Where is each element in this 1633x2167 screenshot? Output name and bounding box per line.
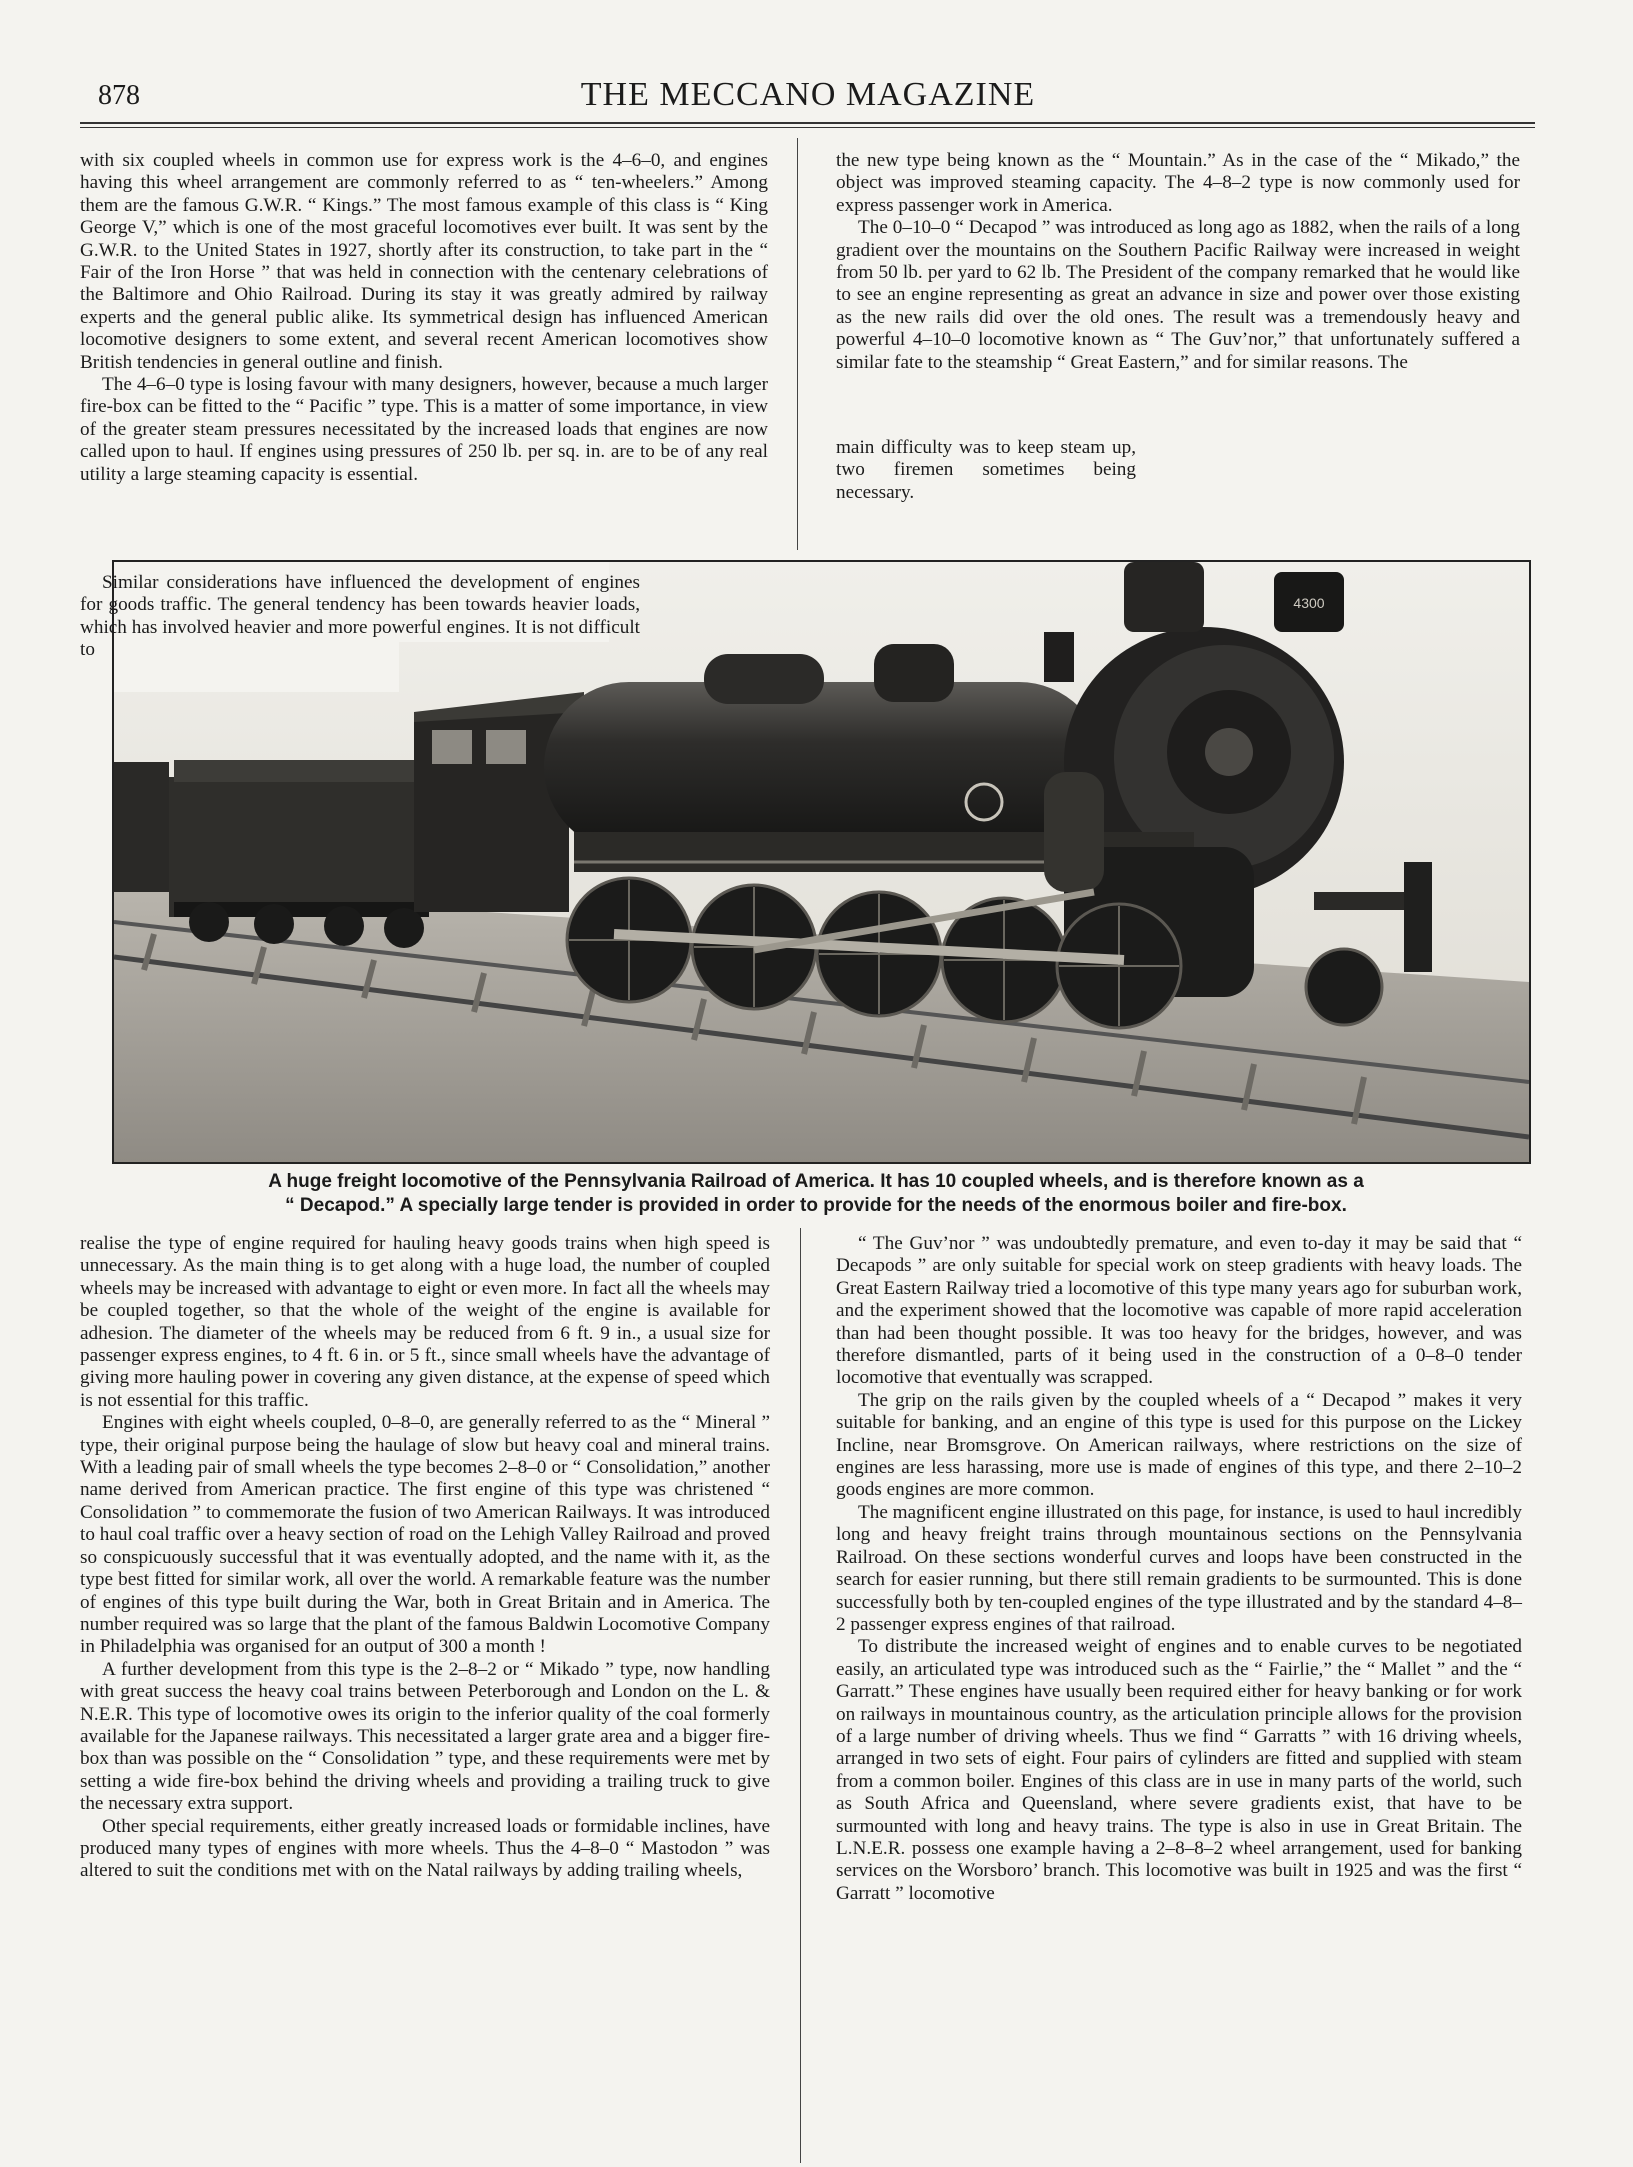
paragraph: The magnificent engine illustrated on this page, for instance, is used to haul incredibly long and heavy freight trains through mountainous sections on the Pennsylvania Railroad. On these sections wonderful curves and loops have been constructed in the search for easier running, but there still remain gradients to be surmounted. This is done successfully both by ten-coupled engines of the type illustrated and by the standard 4–8–2 passenger express engines of that railroad. <box>836 1501 1522 1635</box>
header-rule <box>80 122 1535 124</box>
header-rule-thin <box>80 127 1535 128</box>
article-column-top-right <box>836 150 1520 374</box>
paragraph: “ The Guv’nor ” was undoubtedly premature, and even to-day it may be said that “ Decapods ” are only suitable for special work on steep gradients with heavy loads. The Great Eastern Railway tried a locomotive of this type many years ago for suburban work, and the experiment showed that the locomotive was capable of more rapid acceleration than had been thought possible. It was too heavy for the bridges, however, and was therefore dismantled, parts of it being used in the construction of a 0–8–0 tender locomotive that eventually was scrapped. <box>836 1233 1522 1389</box>
photo-caption <box>100 1170 1532 1218</box>
paragraph: the new type being known as the “ Mountain.” As in the case of the “ Mikado,” the object was improved steaming capacity. The 4–8–2 type is now commonly used for express passenger work in America. <box>836 150 1520 216</box>
article-column-wrap-right <box>836 437 1136 504</box>
engine-number-plate: 4300 <box>1293 595 1325 611</box>
page-header <box>80 72 1536 122</box>
paragraph: realise the type of engine required for hauling heavy goods trains when high speed is unnecessary. As the main thing is to get along with a huge load, the number of coupled wheels may be increased with advantage to eight or even more. In fact all the wheels may be coupled together, so that the whole of the weight of the engine is available for adhesion. The diameter of the wheels may be reduced from 6 ft. 9 in., a usual size for passenger express engines, to 4 ft. 6 in. or 5 ft., since small wheels have the advantage of giving more hauling power in covering any given distance, at the expense of speed which is not essential for this traffic. <box>80 1233 770 1411</box>
paragraph: with six coupled wheels in common use for express work is the 4–6–0, and engines having this wheel arrangement are commonly referred to as “ ten-wheelers.” Among them are the famous G.W.R. “ Kings.” The most famous example of this class is “ King George V,” which is one of the most graceful locomotives ever built. It was sent by the G.W.R. to the United States in 1927, shortly after its construction, to take part in the “ Fair of the Iron Horse ” that was held in connection with the centenary celebrations of the Baltimore and Ohio Railroad. During its stay it was greatly admired by railway experts and the general public alike. Its symmetrical design has influenced American locomotive designers to some extent, and several recent American locomotives show British tendencies in general outline and finish. <box>80 150 768 373</box>
paragraph: Similar considerations have influenced the development of engines for goods traffic. The general tendency has been towards heavier loads, which has involved heavier and more powerful engines. It is not difficult to <box>80 572 640 661</box>
article-column-bottom-left <box>80 1233 770 1883</box>
article-column-top-left <box>80 150 768 486</box>
paragraph: Other special requirements, either greatly increased loads or formidable inclines, have produced many types of engines with more wheels. Thus the 4–8–0 “ Mastodon ” was altered to suit the conditions met with on the Natal railways by adding trailing wheels, <box>80 1815 770 1882</box>
paragraph: The 0–10–0 “ Decapod ” was introduced as long ago as 1882, when the rails of a long gradient over the mountains on the Southern Pacific Railway were increased in weight from 50 lb. per yard to 62 lb. The President of the company remarked that he would like to see an engine representing as great an advance in size and power over those existing as the new rails did over the old ones. The result was a tremendously heavy and powerful 4–10–0 locomotive known as “ The Guv’nor,” that unfortunately suffered a similar fate to the steamship “ Great Eastern,” and for similar reasons. The <box>836 217 1520 373</box>
paragraph: Engines with eight wheels coupled, 0–8–0, are generally referred to as the “ Mineral ” type, their original purpose being the haulage of slow but heavy coal and mineral trains. With a leading pair of small wheels the type becomes 2–8–0 or “ Consolidation,” another name derived from American practice. The first engine of this type was christened “ Consolidation ” to commemorate the fusion of two American Railways. It was introduced to haul coal traffic over a heavy section of road on the Lehigh Valley Railroad and proved so conspicuously successful that it was eventually adopted, and the name with it, as the type best fitted for similar work, all over the world. A remarkable feature was the number of engines of this type built during the War, both in Great Britain and in America. The number required was so large that the plant of the famous Baldwin Locomotive Company in Philadelphia was organised for an output of 300 a month ! <box>80 1412 770 1658</box>
paragraph: To distribute the increased weight of engines and to enable curves to be negotiated easily, an articulated type was introduced such as the “ Fairlie,” the “ Mallet ” and the “ Garratt.” These engines have usually been required either for heavy banking or for work on railways in mountainous country, as the articulation principle allows for the provision of a large number of driving wheels. Thus we find “ Garratts ” with 16 driving wheels, arranged in two sets of eight. Four pairs of cylinders are fitted and supplied with steam from a common boiler. Engines of this class are in use in many parts of the world, such as South Africa and Queensland, where severe gradients exist, that have to be surmounted with long and heavy trains. The type is also in use in Great Britain. The L.N.E.R. possess one example having a 2–8–8–2 wheel arrangement, used for banking services on the Worsboro’ branch. This locomotive was built in 1925 and was the first “ Garratt ” locomotive <box>836 1636 1522 1904</box>
page-number: 878 <box>98 80 140 111</box>
article-column-wrap-left <box>80 572 640 662</box>
caption-line: “ Decapod.” A specially large tender is provided in order to provide for the needs of the enormous boiler and fire-box. <box>285 1195 1347 1216</box>
column-divider-top <box>797 138 798 550</box>
paragraph: A further development from this type is the 2–8–2 or “ Mikado ” type, now handling with great success the heavy coal trains between Peterborough and London on the L. & N.E.R. This type of locomotive owes its origin to the inferior quality of the coal formerly available for the Japanese railways. This necessitated a larger grate area and a bigger fire-box than was possible on the “ Consolidation ” type, and these requirements were met by setting a wide fire-box behind the driving wheels and providing a trailing truck to give the necessary extra support. <box>80 1658 770 1815</box>
caption-line: A huge freight locomotive of the Pennsylvania Railroad of America. It has 10 coupled wheels, and is therefore known as a <box>268 1171 1364 1192</box>
paragraph: main difficulty was to keep steam up, two firemen sometimes being necessary. <box>836 437 1136 503</box>
column-divider-bottom <box>800 1228 801 2163</box>
paragraph: The 4–6–0 type is losing favour with many designers, however, because a much larger fire-box can be fitted to the “ Pacific ” type. This is a matter of some importance, in view of the greater steam pressures necessitated by the increased loads that engines are now called upon to haul. If engines using pressures of 250 lb. per sq. in. are to be of any real utility a large steaming capacity is essential. <box>80 374 768 485</box>
paragraph: The grip on the rails given by the coupled wheels of a “ Decapod ” makes it very suitable for banking, and an engine of this type is used for this purpose on the Lickey Incline, near Bromsgrove. On American railways, where restrictions on the size of engines are less harassing, more use is made of engines of this type, and there 2–10–2 goods engines are more common. <box>836 1389 1522 1501</box>
article-column-bottom-right <box>836 1233 1522 1905</box>
magazine-title: THE MECCANO MAGAZINE <box>580 76 1036 113</box>
